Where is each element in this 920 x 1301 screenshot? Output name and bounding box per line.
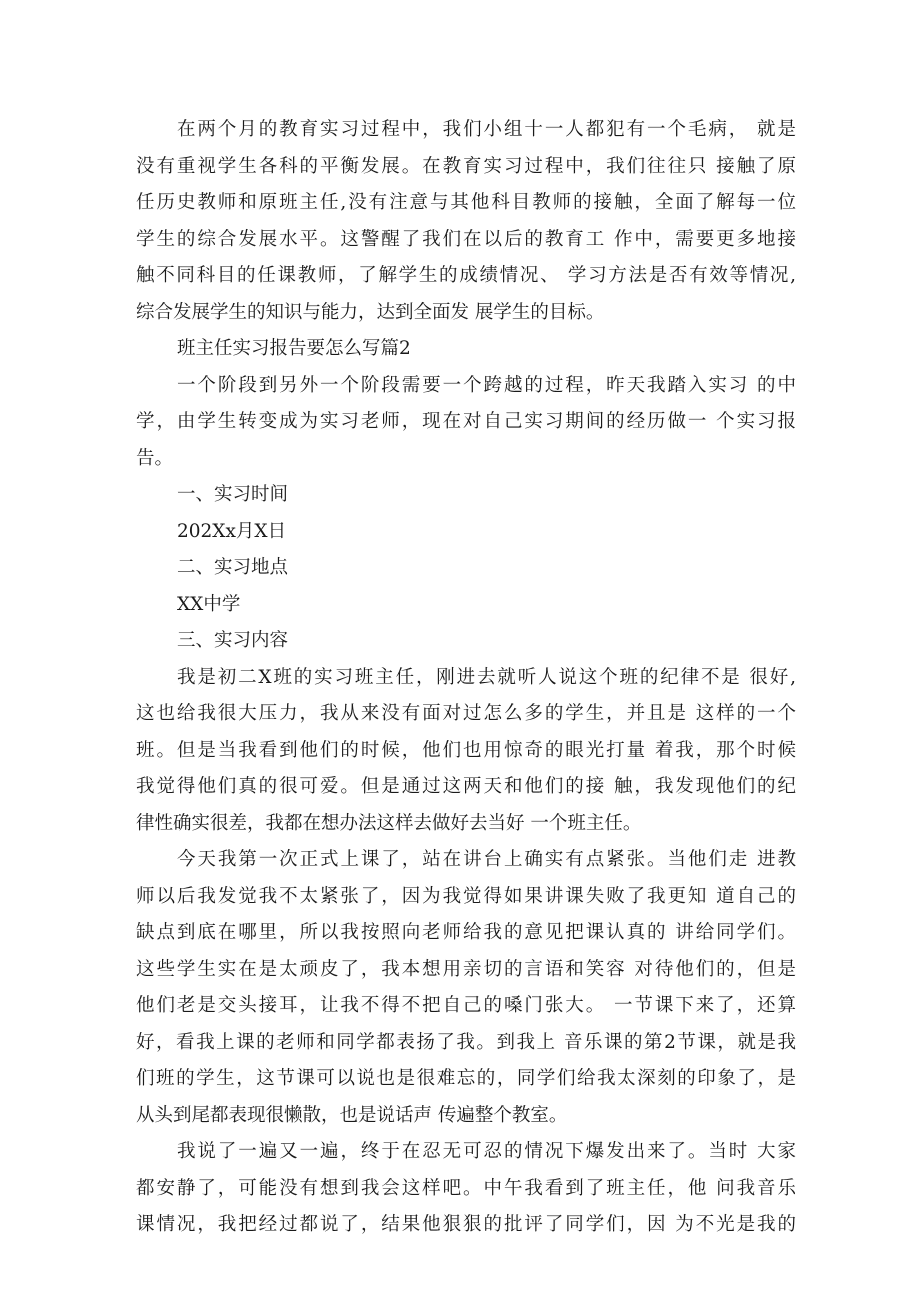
- text-line: 202Xx月X日: [177, 520, 287, 542]
- text-line: 这些学生实在是太顽皮了，我本想用亲切的言语和笑容 对待他们的，但是: [136, 958, 796, 980]
- text-line: 触不同科目的任课教师，了解学生的成绩情况、 学习方法是否有效等情况,: [136, 265, 796, 286]
- section-heading: 班主任实习报告要怎么写篇2: [177, 338, 411, 359]
- text-line: 在两个月的教育实习过程中，我们小组十一人都犯有一个毛病， 就是: [177, 119, 796, 140]
- text-line: 今天我第一次正式上课了，站在讲台上确实有点紧张。当他们走 进教: [177, 849, 796, 870]
- text-line: 班。但是当我看到他们的时候，他们也用惊奇的眼光打量 着我，那个时候: [136, 739, 796, 761]
- subheading: 一、实习时间: [177, 484, 289, 505]
- text-line: 告。: [136, 447, 174, 469]
- text-line: 他们老是交头接耳，让我不得不把自己的嗓门张大。 一节课下来了，还算: [136, 995, 796, 1016]
- text-line: 没有重视学生各科的平衡发展。在教育实习过程中，我们往往只 接触了原: [136, 155, 796, 177]
- subheading: 二、实习地点: [177, 557, 289, 578]
- text-line: 这也给我很大压力，我从来没有面对过怎么多的学生，并且是 这样的一个: [136, 703, 796, 724]
- text-line: 都安静了，可能没有想到我会这样吧。中午我看到了班主任，他 问我音乐: [136, 1177, 796, 1199]
- text-line: 我是初二X班的实习班主任，刚进去就听人说这个班的纪律不是 很好,: [177, 666, 796, 688]
- document-body: [136, 112, 796, 1244]
- text-line: 我说了一遍又一遍，终于在忍无可忍的情况下爆发出来了。当时 大家: [177, 1141, 796, 1162]
- text-line: 师以后我发觉我不太紧张了，因为我觉得如果讲课失败了我更知 道自己的: [136, 885, 796, 907]
- text-line: 律性确实很差，我都在想办法这样去做好去当好 一个班主任。: [136, 812, 642, 834]
- text-line: 好，看我上课的老师和同学都表扬了我。到我上 音乐课的第2节课，就是我: [136, 1031, 796, 1053]
- text-line: 学，由学生转变成为实习老师，现在对自己实习期间的经历做一 个实习报: [136, 411, 796, 432]
- text-line: 课情况，我把经过都说了，结果他狠狠的批评了同学们，因 为不光是我的: [136, 1214, 796, 1235]
- text-line: 学生的综合发展水平。这警醒了我们在以后的教育工 作中，需要更多地接: [136, 228, 796, 250]
- text-line: 缺点到底在哪里，所以我按照向老师给我的意见把课认真的 讲给同学们。: [136, 922, 796, 943]
- text-line: 我觉得他们真的很可爱。但是通过这两天和他们的接 触，我发现他们的纪: [136, 776, 796, 797]
- text-line: 综合发展学生的知识与能力，达到全面发 展学生的目标。: [136, 301, 605, 323]
- text-line: 从头到尾都表现很懒散，也是说话声 传遍整个教室。: [136, 1104, 568, 1126]
- subheading: 三、实习内容: [177, 630, 289, 651]
- text-line: 一个阶段到另外一个阶段需要一个跨越的过程，昨天我踏入实习 的中: [177, 374, 796, 396]
- text-line: 们班的学生，这节课可以说也是很难忘的，同学们给我太深刻的印象了，是: [136, 1068, 796, 1089]
- text-line: XX中学: [177, 593, 241, 615]
- text-line: 任历史教师和原班主任,没有注意与其他科目教师的接触，全面了解每一位: [136, 192, 796, 213]
